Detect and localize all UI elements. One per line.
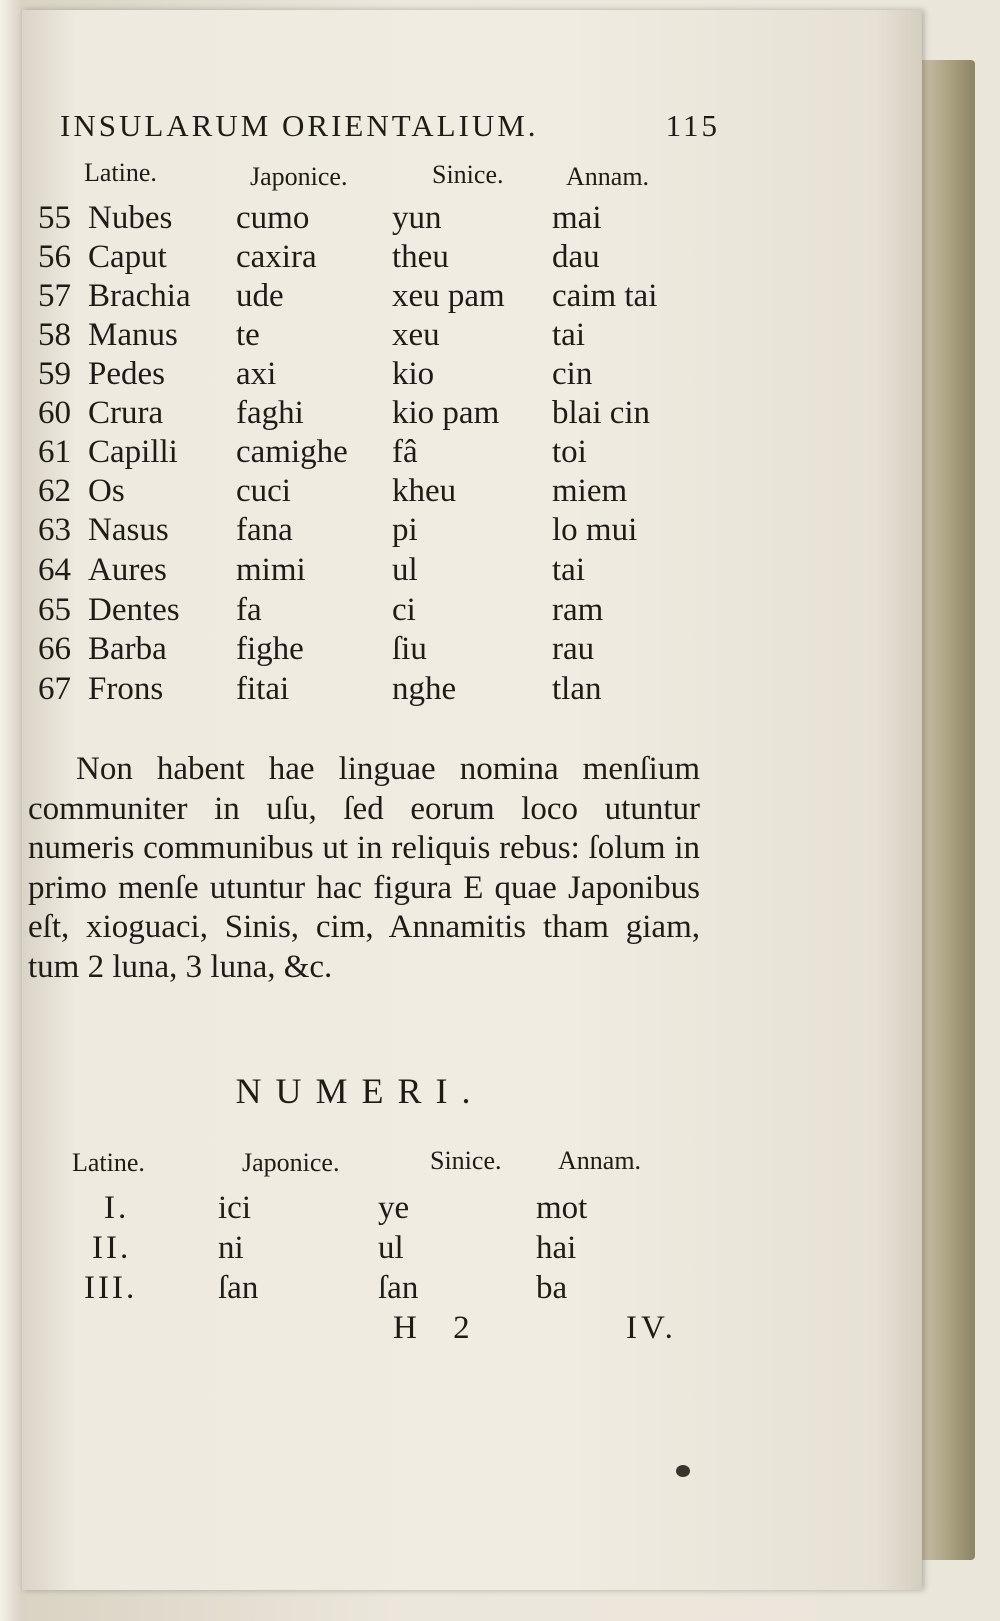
chinese-word: nghe	[392, 671, 457, 707]
table-row	[0, 395, 760, 435]
row-number: 56	[38, 239, 71, 275]
annam-word: lo mui	[552, 512, 638, 548]
japanese-word: ni	[218, 1230, 244, 1266]
page-number: 115	[665, 108, 720, 143]
table-row	[0, 1270, 760, 1310]
annam-word: tlan	[552, 671, 602, 707]
chinese-word: yun	[392, 200, 442, 236]
chinese-word: ye	[378, 1190, 410, 1226]
japanese-word: axi	[236, 356, 277, 392]
annam-word: tai	[552, 317, 585, 353]
table1-header-latin: Latine.	[84, 158, 157, 187]
row-number: 61	[38, 434, 71, 470]
table1-header-chinese: Sinice.	[432, 160, 504, 189]
latin-word: Caput	[88, 239, 167, 275]
section-title: NUMERI.	[235, 1071, 485, 1111]
latin-word: Barba	[88, 631, 167, 667]
japanese-word: fitai	[236, 671, 290, 707]
row-number: 60	[38, 395, 71, 431]
annam-word: blai cin	[552, 395, 651, 431]
latin-word: Capilli	[88, 434, 178, 470]
table2-header-chinese: Sinice.	[430, 1146, 502, 1175]
chinese-word: kio pam	[392, 395, 500, 431]
annam-word: miem	[552, 473, 628, 509]
catchword: IV.	[626, 1310, 677, 1346]
chinese-word: ul	[378, 1230, 404, 1266]
table-row	[0, 671, 760, 711]
japanese-word: cuci	[236, 473, 291, 509]
latin-word: Brachia	[88, 278, 191, 314]
latin-numeral: III.	[84, 1270, 138, 1306]
row-number: 66	[38, 631, 71, 667]
chinese-word: theu	[392, 239, 449, 275]
chinese-word: xeu	[392, 317, 440, 353]
latin-word: Os	[88, 473, 125, 509]
latin-word: Nasus	[88, 512, 169, 548]
annam-word: toi	[552, 434, 587, 470]
japanese-word: fighe	[236, 631, 304, 667]
chinese-word: kio	[392, 356, 435, 392]
table-row	[0, 317, 760, 357]
table-row	[0, 592, 760, 632]
row-number: 58	[38, 317, 71, 353]
latin-word: Manus	[88, 317, 178, 353]
paragraph-text: Non habent hae linguae nomina menſium communiter in uſu, ſed eorum loco utuntur numeris communibus ut in reliquis rebus: ſolum in primo menſe utuntur hac figura E quae Japonibus eſt, xioguaci, Sinis, cim, Annamitis tham giam, tum 2 luna, 3 luna, &c.	[28, 751, 700, 985]
table-row	[0, 1230, 760, 1270]
annam-word: ba	[536, 1270, 568, 1306]
table2-header-japanese: Japonice.	[242, 1148, 340, 1177]
row-number: 67	[38, 671, 71, 707]
chinese-word: ſan	[378, 1270, 419, 1306]
japanese-word: faghi	[236, 395, 304, 431]
table-row	[0, 512, 760, 552]
chinese-word: ci	[392, 592, 416, 628]
japanese-word: caxira	[236, 239, 317, 275]
latin-numeral: II.	[92, 1230, 132, 1266]
japanese-word: te	[236, 317, 260, 353]
ink-speck	[676, 1465, 690, 1477]
row-number: 55	[38, 200, 71, 236]
japanese-word: ſan	[218, 1270, 259, 1306]
table-row	[0, 1190, 760, 1230]
row-number: 65	[38, 592, 71, 628]
japanese-word: cumo	[236, 200, 310, 236]
chinese-word: pi	[392, 512, 418, 548]
latin-numeral: I.	[104, 1190, 130, 1226]
latin-word: Aures	[88, 552, 167, 588]
latin-word: Frons	[88, 671, 164, 707]
table-row	[0, 239, 760, 279]
japanese-word: ici	[218, 1190, 251, 1226]
latin-word: Pedes	[88, 356, 165, 392]
japanese-word: ude	[236, 278, 284, 314]
annam-word: rau	[552, 631, 595, 667]
annam-word: caim tai	[552, 278, 658, 314]
table-row	[0, 434, 760, 474]
body-paragraph	[28, 750, 700, 988]
annam-word: ram	[552, 592, 604, 628]
table2-header-latin: Latine.	[72, 1148, 145, 1177]
table-row	[0, 552, 760, 592]
table-row	[0, 473, 760, 513]
running-head	[60, 108, 720, 144]
latin-word: Dentes	[88, 592, 180, 628]
annam-word: tai	[552, 552, 585, 588]
japanese-word: camighe	[236, 434, 348, 470]
chinese-word: kheu	[392, 473, 457, 509]
chinese-word: fâ	[392, 434, 418, 470]
annam-word: cin	[552, 356, 593, 392]
latin-word: Crura	[88, 395, 164, 431]
annam-word: mot	[536, 1190, 588, 1226]
annam-word: mai	[552, 200, 602, 236]
row-number: 62	[38, 473, 71, 509]
table-row	[0, 356, 760, 396]
japanese-word: mimi	[236, 552, 306, 588]
japanese-word: fana	[236, 512, 293, 548]
chinese-word: xeu pam	[392, 278, 505, 314]
table-row	[0, 200, 760, 240]
table2-header-annam: Annam.	[558, 1146, 642, 1175]
row-number: 59	[38, 356, 71, 392]
row-number: 63	[38, 512, 71, 548]
row-number: 57	[38, 278, 71, 314]
table1-header-japanese: Japonice.	[250, 162, 348, 191]
annam-word: dau	[552, 239, 600, 275]
table-row	[0, 278, 760, 318]
table-row	[0, 631, 760, 671]
book-page-edges	[915, 60, 975, 1560]
chinese-word: ſiu	[392, 631, 427, 667]
table1-header-annam: Annam.	[566, 162, 650, 191]
running-head-title: INSULARUM ORIENTALIUM.	[60, 108, 539, 143]
chinese-word: ul	[392, 552, 418, 588]
signature-mark: H 2	[393, 1310, 484, 1346]
latin-word: Nubes	[88, 200, 173, 236]
row-number: 64	[38, 552, 71, 588]
japanese-word: fa	[236, 592, 262, 628]
annam-word: hai	[536, 1230, 577, 1266]
